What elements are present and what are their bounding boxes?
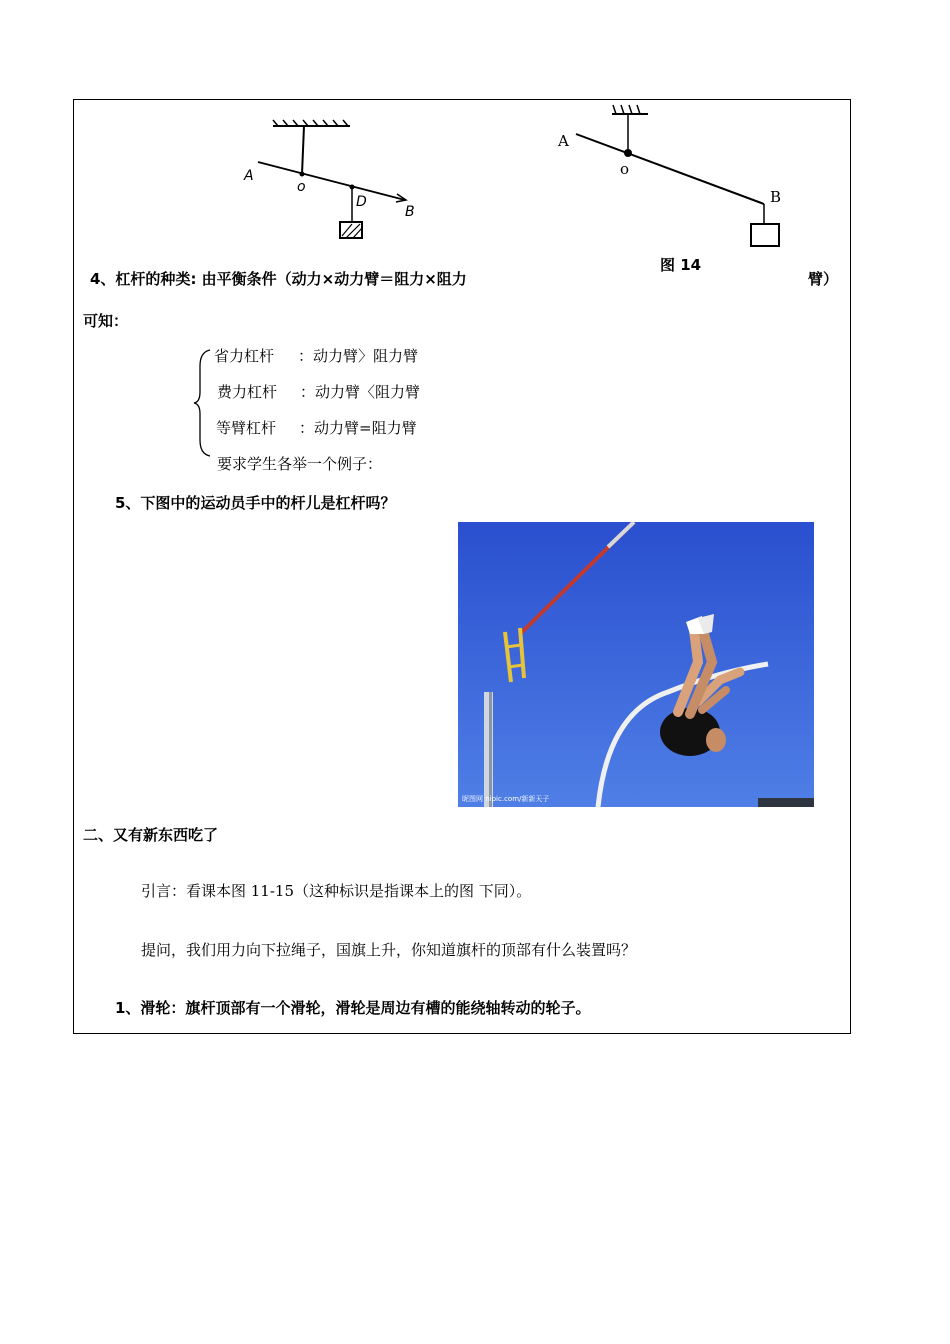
label-b: B [405, 204, 415, 220]
support-rod [302, 126, 304, 174]
label-b: B [770, 188, 782, 206]
ceiling-support [273, 120, 350, 126]
photo-watermark: 昵图网 nipic.com/新新天子 [462, 795, 550, 803]
pivot-point [300, 172, 305, 177]
brace-icon [192, 348, 214, 458]
part2-question: 提问，我们用力向下拉绳子，国旗上升，你知道旗杆的顶部有什么装置吗？ [141, 941, 637, 959]
lever-type-name-3: 等臂杠杆 [216, 419, 277, 437]
lever-type-rule-1: ：动力臂〉阻力臂 [298, 347, 419, 365]
label-o: o [620, 160, 630, 178]
lever-bar [258, 162, 405, 200]
section4-heading: 4、杠杆的种类: 由平衡条件（动力×动力臂＝阻力×阻力 [90, 270, 467, 288]
lever-diagram-right [550, 98, 800, 278]
pole-vault-photo [458, 522, 814, 807]
lever-type-rule-2: ：动力臂〈阻力臂 [300, 383, 421, 401]
label-d: D [356, 194, 367, 210]
hanging-weight [751, 224, 779, 246]
ceiling-support [612, 105, 648, 114]
hanging-weight [340, 222, 362, 238]
label-o: o [297, 179, 306, 195]
pulley-definition: 1、滑轮：旗杆顶部有一个滑轮，滑轮是周边有槽的能绕轴转动的轮子。 [115, 999, 591, 1017]
section4-heading-end: 臂） [808, 270, 839, 288]
label-a: A [244, 168, 254, 184]
part2-heading: 二、又有新东西吃了 [83, 826, 219, 844]
lever-type-rule-3: ：动力臂=阻力臂 [299, 419, 417, 437]
label-a: A [558, 132, 569, 150]
section5-question: 5、下图中的运动员手中的杆儿是杠杆吗？ [115, 494, 396, 512]
part2-intro: 引言：看课本图 11-15（这种标识是指课本上的图 下同）。 [141, 882, 532, 900]
lever-type-name-2: 费力杠杆 [217, 383, 278, 401]
pivot-point [624, 149, 632, 157]
section4-note: 要求学生各举一个例子： [217, 455, 383, 473]
lever-type-name-1: 省力杠杆 [214, 347, 275, 365]
lever-diagram-left [240, 110, 430, 245]
figure-caption: 图 14 [660, 256, 702, 274]
lever-bar [576, 134, 764, 204]
section4-conclusion: 可知： [83, 312, 129, 330]
